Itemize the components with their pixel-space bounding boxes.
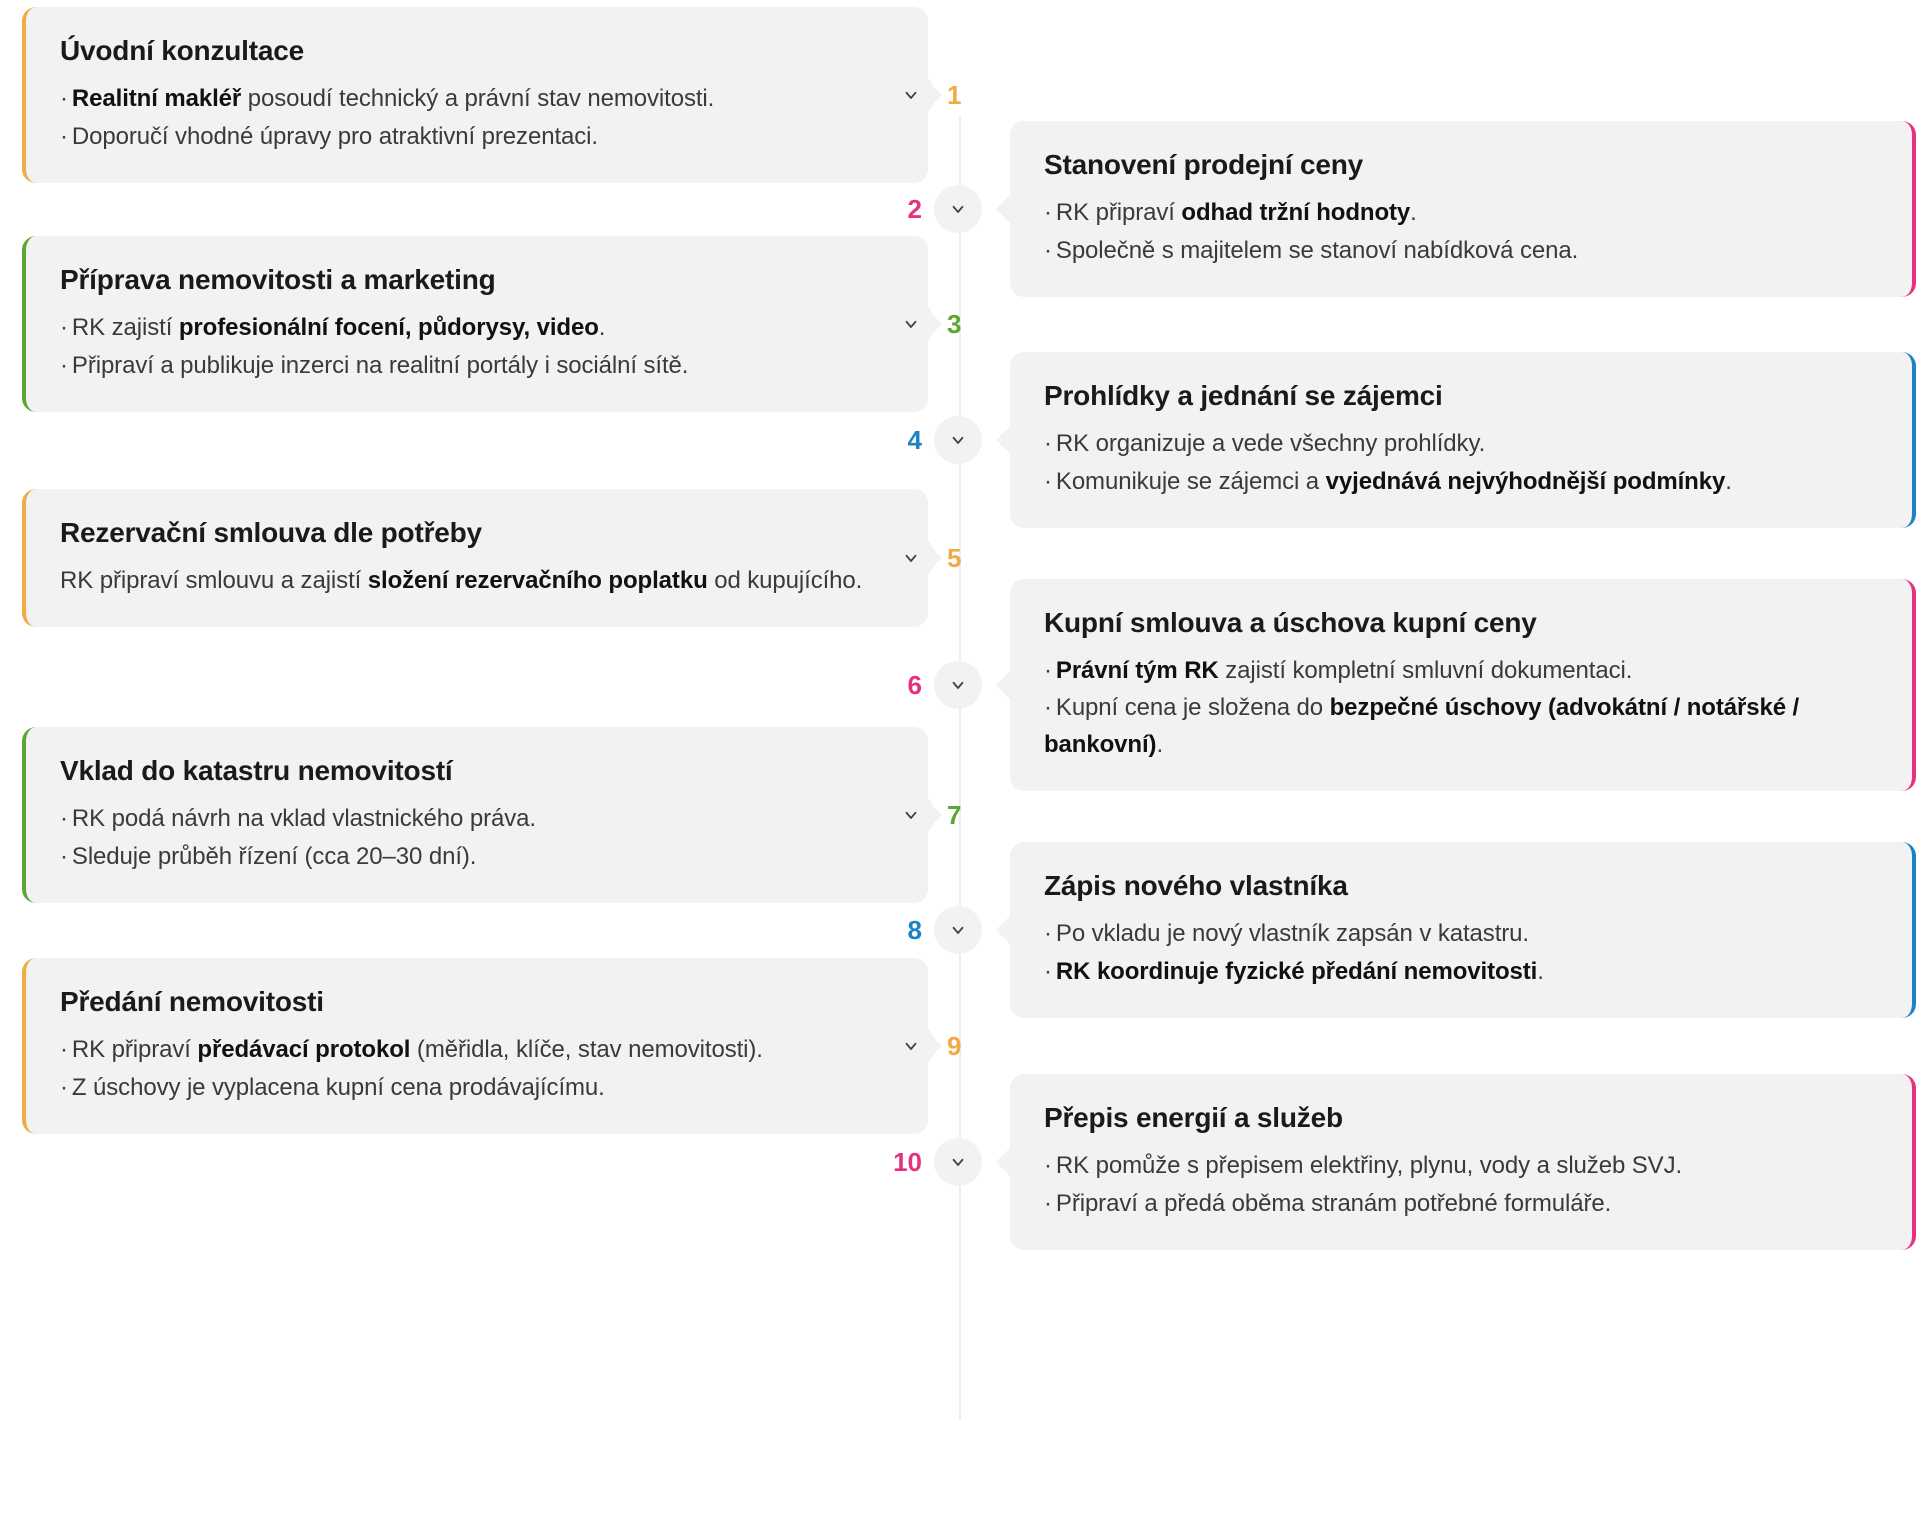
emphasis-text: odhad tržní hodnoty bbox=[1181, 199, 1411, 227]
emphasis-text: složení rezervačního poplatku bbox=[367, 566, 708, 594]
step-title: Příprava nemovitosti a marketing bbox=[60, 264, 496, 296]
step-marker bbox=[888, 906, 982, 954]
body-text: . bbox=[1725, 467, 1732, 495]
body-text: Komunikuje se zájemci a bbox=[1055, 467, 1326, 495]
step-marker bbox=[887, 534, 981, 582]
emphasis-text: Realitní makléř bbox=[71, 85, 242, 113]
timeline-step bbox=[0, 1074, 1920, 1249]
step-marker bbox=[888, 416, 982, 464]
emphasis-text: vyjednává nejvýhodnější podmínky bbox=[1325, 467, 1726, 495]
bullet-marker: · bbox=[1044, 656, 1052, 684]
bullet-marker: · bbox=[1044, 920, 1052, 948]
bullet-marker: · bbox=[60, 1073, 68, 1101]
step-title: Zápis nového vlastníka bbox=[1044, 870, 1348, 902]
step-number: 8 bbox=[907, 914, 922, 945]
bullet-marker: · bbox=[60, 122, 68, 150]
body-text: zajistí kompletní smluvní dokumentaci. bbox=[1218, 656, 1633, 684]
step-number: 6 bbox=[907, 669, 922, 700]
chevron-down-icon[interactable] bbox=[934, 906, 982, 954]
bullet-marker: · bbox=[1044, 1152, 1052, 1180]
body-text: RK připraví bbox=[1055, 199, 1182, 227]
body-text: RK organizuje a vede všechny prohlídky. bbox=[1055, 430, 1486, 458]
step-detail-line bbox=[1044, 194, 1878, 231]
emphasis-text: RK koordinuje fyzické předání nemovitosti bbox=[1055, 957, 1538, 985]
bullet-marker: · bbox=[60, 1036, 68, 1064]
body-text: (měřidla, klíče, stav nemovitosti). bbox=[410, 1036, 763, 1064]
body-text: Připraví a předá oběma stranám potřebné formuláře. bbox=[1055, 1189, 1612, 1217]
step-title: Předání nemovitosti bbox=[60, 986, 324, 1018]
chevron-down-icon[interactable] bbox=[887, 791, 935, 839]
emphasis-text: Právní tým RK bbox=[1055, 656, 1219, 684]
step-title: Vklad do katastru nemovitostí bbox=[60, 755, 453, 787]
step-number: 9 bbox=[947, 1030, 962, 1061]
chevron-down-icon[interactable] bbox=[934, 661, 982, 709]
body-text: . bbox=[1156, 731, 1164, 759]
body-text: Po vkladu je nový vlastník zapsán v katastru. bbox=[1055, 920, 1529, 948]
step-marker bbox=[887, 791, 981, 839]
step-marker bbox=[888, 1138, 982, 1186]
chevron-down-icon[interactable] bbox=[887, 71, 935, 119]
bullet-marker: · bbox=[1044, 430, 1052, 458]
body-text: Sleduje průběh řízení (cca 20–30 dní). bbox=[71, 842, 477, 870]
step-number: 3 bbox=[947, 308, 962, 339]
step-detail-line bbox=[1044, 1147, 1878, 1184]
bullet-marker: · bbox=[1044, 236, 1052, 264]
chevron-down-icon[interactable] bbox=[887, 300, 935, 348]
body-text: RK podá návrh na vklad vlastnického práva. bbox=[71, 805, 536, 833]
emphasis-text: předávací protokol bbox=[197, 1036, 411, 1064]
body-text: Připraví a publikuje inzerci na realitní portály i sociální sítě. bbox=[71, 351, 689, 379]
step-card[interactable] bbox=[1010, 1074, 1916, 1249]
chevron-down-icon[interactable] bbox=[887, 534, 935, 582]
step-detail-line bbox=[60, 309, 894, 346]
body-text: Doporučí vhodné úpravy pro atraktivní prezentaci. bbox=[71, 122, 598, 150]
step-title: Úvodní konzultace bbox=[60, 35, 304, 67]
step-title: Přepis energií a služeb bbox=[1044, 1102, 1343, 1134]
step-marker bbox=[887, 300, 981, 348]
body-text: Kupní cena je složena do bbox=[1055, 693, 1330, 721]
emphasis-text: profesionální focení, půdorysy, video bbox=[178, 314, 599, 342]
step-marker bbox=[888, 185, 982, 233]
step-title: Rezervační smlouva dle potřeby bbox=[60, 516, 482, 548]
bullet-marker: · bbox=[60, 314, 68, 342]
body-text: . bbox=[1537, 957, 1544, 985]
step-number: 2 bbox=[907, 193, 922, 224]
step-marker bbox=[887, 1022, 981, 1070]
bullet-marker: · bbox=[1044, 199, 1052, 227]
body-text: . bbox=[598, 314, 606, 342]
bullet-marker: · bbox=[1044, 1189, 1052, 1217]
step-detail-line bbox=[1044, 652, 1878, 689]
body-text: Z úschovy je vyplacena kupní cena prodávajícímu. bbox=[71, 1073, 605, 1101]
chevron-down-icon[interactable] bbox=[934, 185, 982, 233]
step-marker bbox=[888, 661, 982, 709]
bullet-marker: · bbox=[60, 842, 68, 870]
step-title: Stanovení prodejní ceny bbox=[1044, 149, 1364, 181]
body-text: RK pomůže s přepisem elektřiny, plynu, vody a služeb SVJ. bbox=[1055, 1152, 1683, 1180]
bullet-marker: · bbox=[60, 351, 68, 379]
bullet-marker: · bbox=[1044, 957, 1052, 985]
step-marker bbox=[887, 71, 981, 119]
bullet-marker: · bbox=[1044, 693, 1052, 721]
chevron-down-icon[interactable] bbox=[887, 1022, 935, 1070]
step-detail-line bbox=[60, 1031, 894, 1068]
bullet-marker: · bbox=[60, 805, 68, 833]
chevron-down-icon[interactable] bbox=[934, 416, 982, 464]
body-text: od kupujícího. bbox=[707, 566, 863, 594]
body-text: posoudí technický a právní stav nemovitosti. bbox=[241, 85, 715, 113]
body-text: . bbox=[1410, 199, 1417, 227]
step-number: 7 bbox=[947, 799, 962, 830]
step-detail-line bbox=[1044, 425, 1878, 462]
step-detail-line bbox=[60, 80, 894, 117]
emphasis-text: bezpečné úschovy (advokátní / notářské / bankovní) bbox=[1044, 693, 1800, 759]
bullet-marker: · bbox=[1044, 467, 1052, 495]
body-text: RK připraví bbox=[71, 1036, 198, 1064]
step-number: 5 bbox=[947, 542, 962, 573]
body-text: Společně s majitelem se stanoví nabídková cena. bbox=[1055, 236, 1579, 264]
body-text: RK zajistí bbox=[71, 314, 179, 342]
step-number: 4 bbox=[907, 424, 922, 455]
step-number: 10 bbox=[893, 1146, 922, 1177]
step-number: 1 bbox=[947, 79, 962, 110]
step-title: Prohlídky a jednání se zájemci bbox=[1044, 380, 1443, 412]
step-title: Kupní smlouva a úschova kupní ceny bbox=[1044, 606, 1537, 638]
body-text: RK připraví smlouvu a zajistí bbox=[60, 566, 368, 594]
step-detail-line bbox=[1044, 915, 1878, 952]
step-detail-line bbox=[1044, 1185, 1878, 1222]
chevron-down-icon[interactable] bbox=[934, 1138, 982, 1186]
bullet-marker: · bbox=[60, 85, 68, 113]
step-detail-line bbox=[60, 800, 894, 837]
